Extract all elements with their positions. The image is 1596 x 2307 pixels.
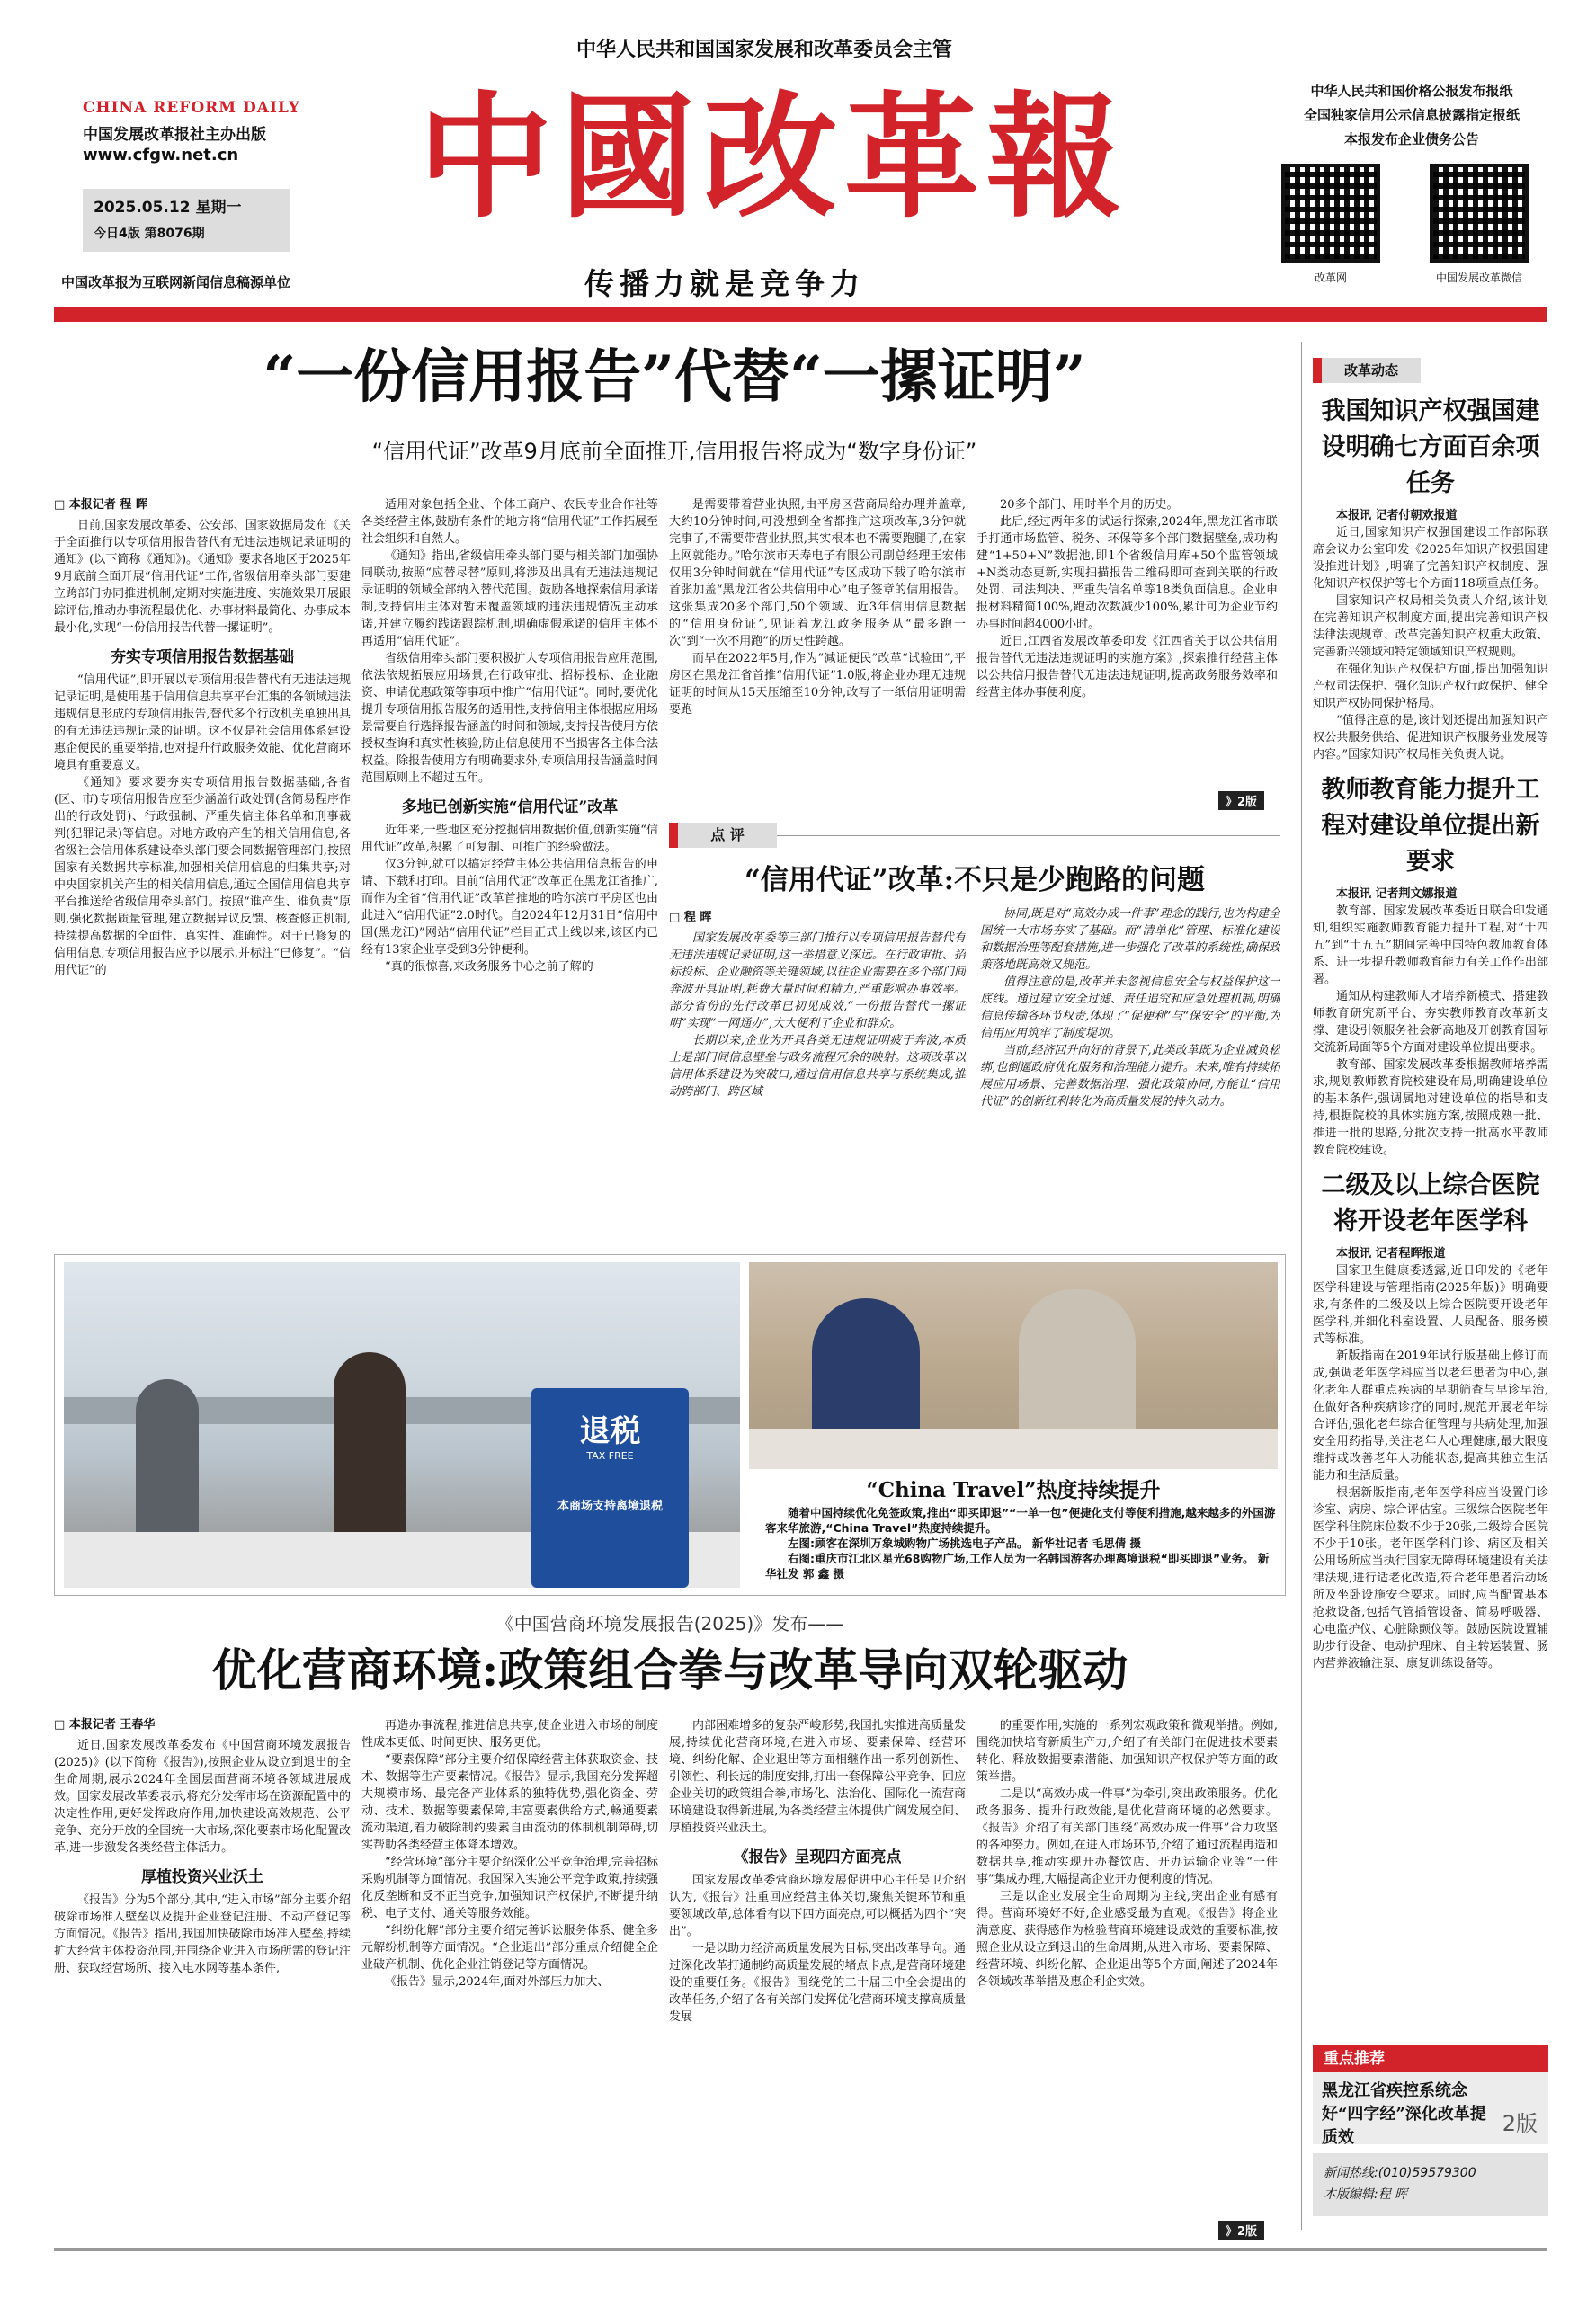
sidebar-byline: 本报讯 记者荆文娜报道	[1336, 887, 1458, 901]
paragraph: 适用对象包括企业、个体工商户、农民专业合作社等各类经营主体,鼓励有条件的地方将“信用代证”工作拓展至社会组织和自然人。	[361, 498, 658, 546]
paragraph: 近年来,一些地区充分挖掘信用数据价值,创新实施“信用代证”改革,积累了可复制、可推广的经验做法。	[361, 824, 658, 854]
paragraph: 教育部、国家发展改革委根据教师培养需求,规划教师教育院校建设布局,明确建设单位的基本条件,强调属地对建设单位的指导和支持,根据院校的具体实施方案,按照成熟一批、推进一批的思路,分批次支持一批高水平教师教育院校建设。	[1313, 1058, 1548, 1157]
comment-label-bar	[669, 823, 678, 848]
second-kicker: 《中国营商环境发展报告(2025)》发布——	[495, 1613, 844, 1634]
paragraph: 三是以企业发展全生命周期为主线,突出企业有感有得。营商环境好不好,企业感受最为直观。《报告》将企业满意度、获得感作为检验营商环境建设成效的重要标准,按照企业从设立到退出的生命周期,从进入市场、要素保障、经营环境、纠纷化解、企业退出等5个方面,阐述了2024年各领域改革举措及惠企利企实效。	[976, 1890, 1278, 1989]
subheading: 厚植投资兴业沃土	[141, 1868, 263, 1886]
byline-text: 本报记者 王春华	[68, 1718, 156, 1732]
paragraph: 是需要带着营业执照,由平房区营商局给办理并盖章,大约10分钟时间,可没想到全省都推广这项改革,3分钟就完事了,不需要带营业执照,其实根本也不需要跑腿了,在家上网就能办。”哈尔滨市天寿电子有限公司副总经理王宏伟仅用3分钟时间就在“信用代证”专区成功下载了哈尔滨市首张加盖“黑龙江省公共信用中心”电子签章的信用报告。这张集成20多个部门,50个领域、近3年信用信息数据的“信用身份证”,见证着龙江政务服务从“最多跑一次”到“一次不用跑”的历史性跨越。	[669, 498, 966, 648]
paragraph: 二是以“高效办成一件事”为牵引,突出政策服务。优化政务服务、提升行政效能,是优化营商环境的必然要求。《报告》介绍了有关部门围绕“高效办成一件事”合力攻坚的各种努力。例如,在进入市场环节,介绍了通过流程再造和数据共享,推动实现开办餐饮店、开办运输企业等“一件事”集成办理,大幅提高企业开办便利度的情况。	[976, 1787, 1278, 1886]
comment-box	[669, 823, 1280, 1243]
page-editor: 本版编辑:程 晖	[1324, 2187, 1408, 2202]
promo-box[interactable]	[1313, 2072, 1548, 2147]
paragraph: 内部困难增多的复杂严峻形势,我国扎实推进高质量发展,持续优化营商环境,在进入市场、要素保障、经营环境、纠纷化解、企业退出等方面相继作出一系列创新性、引领性、利长远的制度安排,打出一套保障公平竞争、回应企业关切的政策组合拳,市场化、法治化、国际化一流营商环境建设取得新进展,为各类经营主体提供广阔发展空间、厚植投资兴业沃土。	[669, 1719, 966, 1835]
sponsor: 中国发展改革报社主办出版	[83, 126, 266, 144]
right-notice	[1268, 79, 1556, 152]
sidebar-label: 改革动态	[1322, 358, 1421, 383]
lead-column-3	[669, 496, 966, 802]
comment-byline: □ 程 晖	[669, 911, 712, 924]
paragraph: 协同,既是对“高效办成一件事”理念的践行,也为构建全国统一大市场夯实了基础。而“清单化”管理、标准化建设和数据治理等配套措施,进一步强化了改革的系统性,确保政策落地既高效又规范。	[980, 907, 1280, 972]
second-jump-link[interactable]: 》2版	[1218, 2221, 1264, 2240]
second-column-4	[976, 1717, 1278, 2216]
comment-rule	[777, 835, 1280, 836]
caption-line: 右图:重庆市江北区星光68购物广场,工作人员为一名韩国游客办理离境退税“即买即退”业务。 新华社发 郭 鑫 摄	[765, 1552, 1270, 1581]
date-box	[83, 189, 290, 252]
paragraph: 20多个部门、用时半个月的历史。	[1000, 498, 1179, 512]
comment-title[interactable]: “信用代证”改革:不只是少跑路的问题	[744, 864, 1206, 896]
subheading: 多地已创新实施“信用代证”改革	[401, 798, 619, 816]
sidebar-label-bar	[1313, 358, 1322, 383]
paragraph: “信用代证”,即开展以专项信用报告替代有无违法违规记录证明,是使用基于信用信息共享平台汇集的各领域违法违规信息形成的专项信用报告,替代多个行政机关单独出具的有无违法违规记录的证明。这不仅是社会信用体系建设惠企便民的重要举措,也对提升行政服务效能、优化营商环境具有重要意义。	[54, 673, 351, 772]
top-slogan: 中华人民共和国国家发展和改革委员会主管	[575, 39, 952, 61]
lead-column-2	[361, 496, 658, 1243]
paragraph: 的重要作用,实施的一系列宏观政策和微观举措。例如,围绕加快培育新质生产力,介绍了有关部门在促进技术要素转化、释放数据要素潜能、加强知识产权保护等方面的政策举措。	[976, 1719, 1278, 1784]
paragraph: 省级信用牵头部门要积极扩大专项信用报告应用范围,依法依规拓展应用场景,在行政审批、招标投标、企业融资、申请优惠政策等事项中推广“信用代证”。同时,要优化提升专项信用报告服务的适用性,支持信用主体根据应用场景需要自行选择报告涵盖的时间和领域,支持报告使用方依授权查询和真实性核验,防止信息使用不当损害各主体合法权益。除报告使用方有明确要求外,专项信用报告涵盖时间范围原则上不超过五年。	[361, 652, 658, 785]
sidebar-byline: 本报讯 记者程晖报道	[1336, 1247, 1446, 1260]
lead-column-1	[54, 493, 351, 1243]
qr2-label: 中国发展改革微信	[1435, 272, 1522, 284]
masthead: 中國改革報	[417, 78, 1128, 236]
paragraph: “纠纷化解”部分主要介绍完善诉讼服务体系、健全多元解纷机制等方面情况。“企业退出”部分重点介绍健全企业破产机制、优化企业注销登记等方面情况。	[361, 1924, 658, 1972]
en-name: CHINA REFORM DAILY	[83, 99, 300, 117]
paragraph: 再造办事流程,推进信息共享,使企业进入市场的制度性成本更低、时间更快、服务更优。	[361, 1719, 658, 1750]
second-column-1	[54, 1713, 351, 2234]
second-column-2	[361, 1717, 658, 2234]
website: www.cfgw.net.cn	[83, 146, 239, 165]
qr1-label: 改革网	[1314, 272, 1347, 284]
paragraph: 教育部、国家发展改革委近日联合印发通知,组织实施教师教育能力提升工程,对“十四五”到“十五五”期间完善中国特色教师教育体系、进一步提升教师教育能力有关工作作出部署。	[1313, 904, 1548, 986]
byline-text: 程 晖	[683, 911, 712, 924]
tax-free-sign	[531, 1388, 689, 1588]
paragraph: 近日,江西省发展改革委印发《江西省关于以公共信用报告替代无违法违规证明的实施方案》,探索推行经营主体以公共信用报告替代无违法违规证明,提高政务服务效率和经营主体办事便利度。	[976, 635, 1278, 699]
paragraph: 近日,国家发展改革委发布《中国营商环境发展报告(2025)》(以下简称《报告》),按照企业从设立到退出的全生命周期,展示2024年全国层面营商环境各领域进展成效。国家发展改革委表示,将充分发挥市场在资源配置中的决定性作用,更好发挥政府作用,加快建设高效规范、公平竞争、充分开放的全国统一大市场,深化要素市场化配置改革,进一步激发各类经营主体活力。	[54, 1739, 351, 1855]
header-rule	[54, 307, 1547, 322]
photo-caption	[765, 1505, 1278, 1581]
right-notice-line: 本报发布企业债务公告	[1343, 131, 1479, 147]
paragraph: “真的很惊喜,来政务服务中心之前了解的	[385, 960, 593, 974]
paragraph: 《报告》分为5个部分,其中,“进入市场”部分主要介绍破除市场准入壁垒以及提升企业登记注册、不动产登记等方面情况。《报告》指出,我国加快破除市场准入壁垒,持续扩大经营主体投资范围,并围绕企业进入市场所需的登记注册、获取经营场所、接入电水网等基本条件,	[54, 1893, 351, 1975]
caption-line: 左图:顾客在深圳万象城购物广场挑选电子产品。 新华社记者 毛思倩 摄	[788, 1537, 1142, 1550]
issue-edition: 今日4版 第8076期	[94, 227, 205, 241]
sidebar	[1313, 358, 1548, 1904]
source-note: 中国改革报为互联网新闻信息稿源单位	[61, 274, 291, 290]
comment-column-1	[669, 905, 966, 1238]
left-photo[interactable]	[64, 1262, 740, 1588]
paragraph: 《报告》显示,2024年,面对外部压力加大、	[385, 1975, 610, 1989]
subheading: 夯实专项信用报告数据基础	[111, 648, 294, 666]
sidebar-article-title[interactable]: 教师教育能力提升工程对建设单位提出新要求	[1321, 776, 1540, 876]
qr-code-wechat[interactable]	[1430, 164, 1529, 263]
paragraph: “经营环境”部分主要介绍深化公平竞争治理,完善招标采购机制等方面情况。我国深入实施公平竞争政策,持续强化反垄断和反不正当竞争,加强知识产权保护,不断提升纳税、电子支付、通关等服务效能。	[361, 1856, 658, 1920]
paragraph: 长期以来,企业为开具各类无违规证明疲于奔波,本质上是部门间信息壁垒与政务流程冗余的映射。这项改革以信用体系建设为突破口,通过信用信息共享与系统集成,推动跨部门、跨区域	[669, 1034, 966, 1099]
lead-byline: □ 本报记者 程 晖	[54, 498, 147, 512]
lead-subtitle: “信用代证”改革9月底前全面推开,信用报告将成为“数字身份证”	[371, 439, 977, 464]
promo-page: 2版	[1502, 2111, 1538, 2136]
sidebar-article-title[interactable]: 二级及以上综合医院将开设老年医学科	[1321, 1171, 1540, 1235]
paragraph: 近日,国家知识产权强国建设工作部际联席会议办公室印发《2025年知识产权强国建设推进计划》,明确了完善知识产权制度、强化知识产权保护等七个方面118项重点任务。	[1313, 526, 1548, 591]
photo-block	[54, 1254, 1286, 1596]
paragraph: 而早在2022年5月,作为“减证便民”改革“试验田”,平房区在黑龙江省首推“信用代证”1.0版,将企业办理无违规证明的时间从15天压缩至10分钟,改写了一纸信用证明需要跑	[669, 652, 966, 717]
lead-title[interactable]: “一份信用报告”代替“一摞证明”	[263, 343, 1086, 411]
second-title[interactable]: 优化营商环境:政策组合拳与改革导向双轮驱动	[211, 1643, 1128, 1697]
paragraph: 通知从构建教师人才培养新模式、搭建教师教育研究新平台、夯实教师教育改革新支撑、建设引领服务社会新高地及开创教育国际交流新局面等5个方面对建设单位提出要求。	[1313, 990, 1548, 1055]
paragraph: 国家发展改革委营商环境发展促进中心主任吴卫介绍认为,《报告》注重回应经营主体关切,聚焦关键环节和重要领域改革,总体看有以下四方面亮点,可以概括为四个“突出”。	[669, 1874, 966, 1938]
paragraph: 《通知》指出,省级信用牵头部门要与相关部门加强协同联动,按照“应替尽替”原则,将涉及出具有无违法违规记录证明的领域全部纳入替代范围。鼓励各地探索信用承诺制,支持信用主体对暂未覆盖领域的违法违规情况主动承诺,并建立履约践诺跟踪机制,明确虚假承诺的信用主体不再适用“信用代证”。	[361, 549, 658, 648]
paragraph: 此后,经过两年多的试运行探索,2024年,黑龙江省市联手打通市场监管、税务、环保等多个部门数据壁垒,成功构建“1+50+N”数据池,即1个省级信用库+50个监管领域+N类动态更新,实现扫描报告二维码即可查到关联的行政处罚、司法判决、严重失信名单等18类负面信息。企业申报材料精简100%,跑动次数减少100%,累计可为企业节约办事时间超4000小时。	[976, 515, 1278, 631]
right-notice-line: 全国独家信用公示信息披露指定报纸	[1303, 107, 1520, 123]
lead-column-4	[976, 496, 1278, 788]
paragraph: 一是以助力经济高质量发展为目标,突出改革导向。通过深化改革打通制约高质量发展的堵点卡点,是营商环境建设的重要任务。《报告》围绕党的二十届三中全会提出的改革任务,介绍了各有关部门发挥优化营商环境支撑高质量发展	[669, 1942, 966, 2024]
subheading: 《报告》呈现四方面亮点	[733, 1848, 902, 1866]
promo-title[interactable]: 黑龙江省疾控系统念好“四字经”深化改革提质效	[1322, 2081, 1486, 2147]
paragraph: 国家发展改革委等三部门推行以专项信用报告替代有无违法违规记录证明,这一举措意义深远。在行政审批、招标投标、企业融资等关键领域,以往企业需要在多个部门间奔波开具证明,耗费大量时间和精力,严重影响办事效率。部分省份的先行改革已初见成效,“一份报告替代一摞证明”实现“一网通办”,大大便利了企业和群众。	[669, 931, 966, 1030]
tagline: 传播力就是竞争力	[584, 266, 865, 301]
sidebar-article-title[interactable]: 我国知识产权强国建设明确七方面百余项任务	[1321, 397, 1540, 497]
footer-rule	[54, 2248, 1547, 2251]
comment-column-2	[980, 905, 1280, 1238]
paragraph: “要素保障”部分主要介绍保障经营主体获取资金、技术、数据等生产要素情况。《报告》显示,我国充分发挥超大规模市场、最完备产业体系的独特优势,强化资金、劳动、技术、数据等要素保障,丰富要素供给方式,畅通要素流动渠道,着力破除制约要素自由流动的体制机制障碍,切实帮助各类经营主体降本增效。	[361, 1753, 658, 1852]
byline-text: 本报记者 程 晖	[68, 498, 147, 512]
paragraph: 《通知》要求要夯实专项信用报告数据基础,各省(区、市)专项信用报告应至少涵盖行政处罚(含简易程序作出的行政处罚)、行政强制、严重失信主体名单和刑事裁判(犯罪记录)等信息。对地方政府产生的相关信用信息,各省级社会信用体系建设牵头部门要会同数据管理部门,按照国家有关数据共享标准,加强相关信用信息的归集共享;对中央国家机关产生的相关信用信息,通过全国信用信息共享平台推送给省级信用牵头部门。按照“谁产生、谁负责”原则,强化数据质量管理,建立数据异议反馈、核查修正机制,持续提高数据的全面性、真实性、准确性。对于已修复的信用信息,专项信用报告应予以展示,并标注“已修复”。“信用代证”的	[54, 776, 351, 977]
comment-label: 点 评	[678, 823, 777, 848]
counter	[749, 1429, 1278, 1469]
caption-line: 随着中国持续优化免签政策,推出“即买即退”“一单一包”便捷化支付等便利措施,越来越多的外国游客来华旅游,“China Travel”热度持续提升。	[765, 1506, 1276, 1535]
paragraph: 值得注意的是,改革并未忽视信息安全与权益保护这一底线。通过建立安全过滤、责任追究和应急处理机制,明确信息传输各环节权责,体现了“促便利”与“保安全”的平衡,为信用应用筑牢了制度堤坝。	[980, 975, 1280, 1040]
tax-free-sign-en: TAX FREE	[586, 1450, 634, 1462]
qr-code-gaigewang[interactable]	[1281, 164, 1380, 263]
paragraph: 日前,国家发展改革委、公安部、国家数据局发布《关于全面推行以专项信用报告替代有无违法违规记录证明的通知》(以下简称《通知》)。《通知》要求各地区于2025年9月底前全面开展“信用代证”工作,省级信用牵头部门要建立跨部门协同推进机制,定期对实施进度、实施效果开展跟踪评估,推动办事流程最优化、办事材料最简化、办事成本最小化,实现“一份信用报告代替一摞证明”。	[54, 519, 351, 635]
paragraph: 国家卫生健康委透露,近日印发的《老年医学科建设与管理指南(2025年版)》明确要求,有条件的二级及以上综合医院要开设老年医学科,并细化科室设置、人员配备、服务模式等标准。	[1313, 1264, 1548, 1346]
paragraph: 新版指南在2019年试行版基础上修订而成,强调老年医学科应当以老年患者为中心,强化老年人群重点疾病的早期筛查与早诊早治,在做好各种疾病诊疗的同时,规范开展老年综合评估,强化老年综合征管理与共病处理,加强安全用药指导,关注老年人心理健康,最大限度维持或改善老年人功能状态,提高其独立生活能力和生活质量。	[1313, 1349, 1548, 1483]
right-photo[interactable]	[749, 1262, 1278, 1469]
sidebar-byline: 本报讯 记者付朝欢报道	[1336, 509, 1458, 522]
editor-box	[1313, 2153, 1548, 2216]
paragraph: 根据新版指南,老年医学科应当设置门诊诊室、病房、综合评估室。三级综合医院老年医学科住院床位数不少于20张,二级综合医院不少于10张。老年医学科门诊、病区及相关公用场所应当执行国家无障碍环境建设有关法律法规,进行适老化改造,符合老年患者活动场所及坐卧设施安全要求。同时,应当配置基本抢救设备,包括气管插管设备、简易呼吸器、心电监护仪、心脏除颤仪等。鼓励医院设置辅助步行设备、电动护理床、自主转运装置、肠内营养液输注泵、康复训练设备等。	[1313, 1486, 1548, 1670]
sidebar-divider	[1301, 342, 1302, 2230]
paragraph: 当前,经济回升向好的背景下,此类改革既为企业减负松绑,也倒逼政府优化服务和治理能力提升。未来,唯有持续拓展应用场景、完善数据治理、强化政策协同,方能让“信用代证”的创新红利转化为高质量发展的持久动力。	[980, 1044, 1280, 1109]
news-hotline: 新闻热线:(010)59579300	[1324, 2166, 1476, 2180]
promo-label: 重点推荐	[1313, 2045, 1548, 2072]
tax-free-sign-text: 退税	[579, 1413, 641, 1449]
paragraph: “值得注意的是,该计划还提出加强知识产权公共服务供给、促进知识产权服务业发展等内容。”国家知识产权局相关负责人说。	[1313, 714, 1548, 762]
issue-date: 2025.05.12 星期一	[94, 199, 242, 217]
second-byline: □ 本报记者 王春华	[54, 1718, 156, 1732]
tax-free-sign-line: 本商场支持离境退税	[557, 1500, 663, 1513]
paragraph: 在强化知识产权保护方面,提出加强知识产权司法保护、强化知识产权行政保护、健全知识产权协同保护格局。	[1313, 663, 1548, 710]
right-notice-line: 中华人民共和国价格公报发布报纸	[1310, 83, 1513, 99]
second-column-3	[669, 1717, 966, 2234]
paragraph: 仅3分钟,就可以搞定经营主体公共信用信息报告的申请、下载和打印。目前“信用代证”改革正在黑龙江省推广,而作为全省“信用代证”改革首推地的哈尔滨市平房区也由此进入“信用代证”2.0时代。自2024年12月31日“信用中国(黑龙江)”网站“信用代证”栏目正式上线以来,该区内已经有13家企业享受到3分钟便利。	[361, 858, 658, 957]
sidebar-label-row	[1313, 358, 1548, 383]
paragraph: 国家知识产权局相关负责人介绍,该计划在完善知识产权制度方面,提出完善知识产权法律法规规章、改革完善知识产权重大政策、完善新兴领域和特定领域知识产权规则。	[1313, 594, 1548, 659]
photo-caption-title: “China Travel”热度持续提升	[866, 1478, 1161, 1502]
lead-jump-link[interactable]: 》2版	[1218, 791, 1264, 810]
